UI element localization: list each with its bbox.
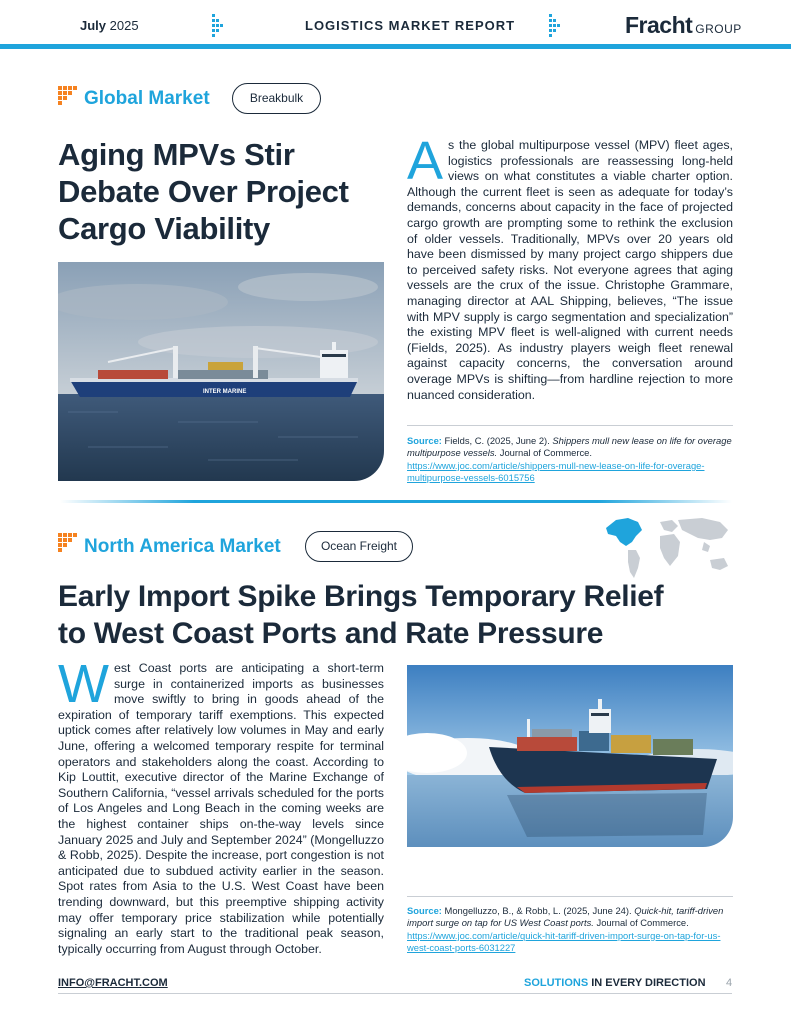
article2-source: Source: Mongelluzzo, B., & Robb, L. (2025, June 24). Quick-hit, tariff-driven import surge on tap for US West Coast ports. Journal of Commerce. https://www.joc.com/article/quick-hit-tariff-driven-import-surge-on-tap-for-us-west-coast-ports-6031227 bbox=[407, 905, 724, 954]
fracht-logo: Fracht GROUP bbox=[625, 12, 742, 38]
tag-breakbulk: Breakbulk bbox=[232, 83, 321, 114]
source-rule bbox=[407, 896, 733, 897]
page-number: 4 bbox=[726, 977, 733, 989]
article2-headline: Early Import Spike Brings Temporary Relief to West Coast Ports and Rate Pressure bbox=[58, 580, 664, 650]
dropcap: W bbox=[58, 654, 109, 714]
footer-slogan: SOLUTIONS IN EVERY DIRECTION bbox=[524, 977, 706, 989]
ship-hull-text: INTER MARINE bbox=[203, 389, 247, 395]
cargo-ship-photo bbox=[58, 262, 384, 481]
report-title: LOGISTICS MARKET REPORT bbox=[305, 18, 516, 33]
dropcap: A bbox=[407, 131, 444, 191]
source-link[interactable]: https://www.joc.com/article/quick-hit-tariff-driven-import-surge-on-tap-for-us-west-coast-ports-6031227 bbox=[407, 929, 721, 954]
fracht-mark-icon bbox=[549, 14, 563, 36]
footer-rule bbox=[58, 993, 732, 994]
footer-email-link[interactable]: INFO@FRACHT.COM bbox=[58, 977, 168, 989]
section-grid-icon bbox=[58, 533, 78, 553]
container-ship-photo bbox=[407, 665, 733, 847]
section-title-north-america-market: North America Market bbox=[84, 536, 281, 557]
world-map-icon bbox=[598, 512, 736, 582]
tag-ocean-freight: Ocean Freight bbox=[305, 531, 413, 562]
header-rule bbox=[0, 44, 791, 49]
article1-source: Source: Fields, C. (2025, June 2). Shippers mull new lease on life for overage multipurpose vessels. Journal of Commerce. https://www.joc.com/article/shippers-mull-new-lease-on-life-for-overage-multipurpose-vessels-6015756 bbox=[407, 435, 732, 484]
article1-body: As the global multipurpose vessel (MPV) fleet ages, logistics professionals are reassessing long-held views on what constitutes a viable charter option. Although the current fleet is seen as adequate for today’s demands, concerns about capacity in the face of projected cargo growth are prompting some to rethink the exclusion of older vessels. Traditionally, MPVs over 20 years old have been dismissed by many project cargo shippers due to perceived safety risks. Not everyone agrees that aging vessels are the crux of the issue. Christophe Grammare, managing director at AAL Shipping, believes, “The issue with MPV supply is cargo segmentation and specialization” the existing MPV fleet is well-aligned with current needs (Fields, 2025). As industry players weigh fleet renewal against capacity concerns, the conversation around overage MPVs is shifting—from hardline rejection to more nuanced consideration. bbox=[407, 131, 733, 402]
section-title-global-market: Global Market bbox=[84, 88, 210, 109]
source-link[interactable]: https://www.joc.com/article/shippers-mull-new-lease-on-life-for-overage-multipurpose-vessels-6015756 bbox=[407, 459, 705, 484]
section-grid-icon bbox=[58, 86, 78, 106]
article1-headline: Aging MPVs Stir Debate Over Project Cargo Viability bbox=[58, 137, 349, 246]
section-divider bbox=[60, 500, 732, 503]
source-rule bbox=[407, 425, 733, 426]
article2-body: West Coast ports are anticipating a short-term surge in containerized imports as businesses move swiftly to bring in goods ahead of the expiration of temporary tariff exemptions. This expected uptick comes after relatively low volumes in May and early June, offering a welcomed temporary respite for terminal operators and stakeholders along the coast. According to Kip Louttit, executive director of the Marine Exchange of Southern California, “vessel arrivals scheduled for the ports of Los Angeles and Long Beach in the coming weeks are the highest container ships on-the-way levels since January 2025 and July and September 2024” (Mongelluzzo & Robb, 2025). Despite the increase, port congestion is not anticipated due to subdued activity earlier in the season. Spot rates from Asia to the U.S. West Coast have been trending downward, but this preemptive shipping activity may offer temporary price stabilization while potentially signaling an early start to the traditional peak season, typically occurring from August through October. bbox=[58, 654, 384, 956]
report-date: July 2025 bbox=[80, 18, 139, 33]
page-header bbox=[0, 0, 791, 52]
fracht-mark-icon bbox=[212, 14, 226, 36]
